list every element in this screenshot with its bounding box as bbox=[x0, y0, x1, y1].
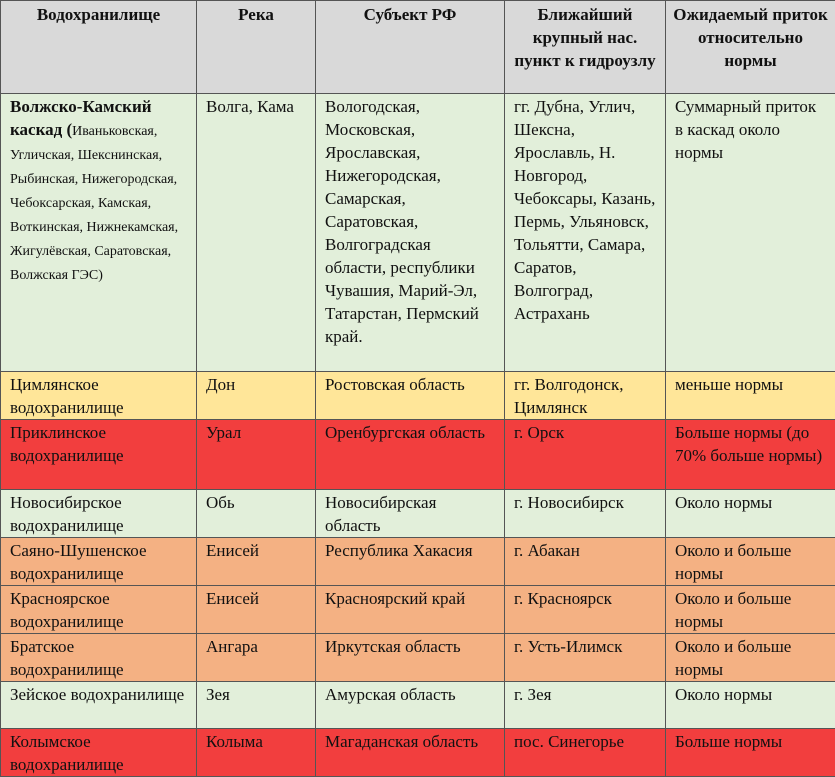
header-row bbox=[1, 1, 835, 94]
cell-river: Колыма bbox=[197, 729, 316, 777]
header-inflow: Ожидаемый приток относительно нормы bbox=[666, 1, 835, 94]
cell-inflow: Около нормы bbox=[666, 682, 835, 729]
cell-nearest-city: г. Зея bbox=[505, 682, 666, 729]
cell-reservoir: Зейское водохранилище bbox=[1, 682, 197, 729]
cell-region: Амурская область bbox=[316, 682, 505, 729]
table-row bbox=[1, 586, 835, 634]
cell-nearest-city: г. Новосибирск bbox=[505, 490, 666, 538]
cell-inflow: Около и больше нормы bbox=[666, 586, 835, 634]
cell-nearest-city: г. Красноярск bbox=[505, 586, 666, 634]
cell-inflow: Больше нормы bbox=[666, 729, 835, 777]
cell-region: Новосибирская область bbox=[316, 490, 505, 538]
cell-river: Енисей bbox=[197, 538, 316, 586]
cell-reservoir: Братское водохранилище bbox=[1, 634, 197, 682]
table-row bbox=[1, 372, 835, 420]
cell-inflow: Суммарный приток в каскад около нормы bbox=[666, 94, 835, 372]
cell-reservoir: Саяно-Шушенское водохранилище bbox=[1, 538, 197, 586]
header-reservoir: Водохранилище bbox=[1, 1, 197, 94]
cell-reservoir: Приклинское водохранилище bbox=[1, 420, 197, 490]
table-row bbox=[1, 538, 835, 586]
header-nearest-city: Ближайший крупный нас. пункт к гидроузлу bbox=[505, 1, 666, 94]
cell-inflow: Около и больше нормы bbox=[666, 634, 835, 682]
header-river: Река bbox=[197, 1, 316, 94]
cell-river: Енисей bbox=[197, 586, 316, 634]
cell-nearest-city: г. Абакан bbox=[505, 538, 666, 586]
cell-region: Ростовская область bbox=[316, 372, 505, 420]
cell-region: Магаданская область bbox=[316, 729, 505, 777]
cell-region: Республика Хакасия bbox=[316, 538, 505, 586]
cell-inflow: Около и больше нормы bbox=[666, 538, 835, 586]
cell-river: Урал bbox=[197, 420, 316, 490]
cell-river: Дон bbox=[197, 372, 316, 420]
cascade-plants: Иваньковская, Угличская, Шекснинская, Рыбинская, Нижегородская, Чебоксарская, Камская, Воткинская, Нижнекамская, Жигулёвская, Саратовская, Волжская ГЭС) bbox=[10, 124, 178, 283]
table-row bbox=[1, 729, 835, 777]
cell-river: Зея bbox=[197, 682, 316, 729]
cell-reservoir: Цимлянское водохранилище bbox=[1, 372, 197, 420]
cell-nearest-city: г. Усть-Илимск bbox=[505, 634, 666, 682]
cell-river: Волга, Кама bbox=[197, 94, 316, 372]
cell-inflow: Больше нормы (до 70% больше нормы) bbox=[666, 420, 835, 490]
cell-reservoir: Колымское водохранилище bbox=[1, 729, 197, 777]
cell-nearest-city: гг. Дубна, Углич, Шексна, Ярославль, Н. Новгород, Чебоксары, Казань, Пермь, Ульяновск, Тольятти, Самара, Саратов, Волгоград, Астрахань bbox=[505, 94, 666, 372]
cell-nearest-city: гг. Волгодонск, Цимлянск bbox=[505, 372, 666, 420]
cell-inflow: меньше нормы bbox=[666, 372, 835, 420]
table-row bbox=[1, 420, 835, 490]
cell-river: Ангара bbox=[197, 634, 316, 682]
cell-inflow: Около нормы bbox=[666, 490, 835, 538]
cell-region: Иркутская область bbox=[316, 634, 505, 682]
cell-nearest-city: пос. Синегорье bbox=[505, 729, 666, 777]
table-row bbox=[1, 682, 835, 729]
cell-region: Вологодская, Московская, Ярославская, Нижегородская, Самарская, Саратовская, Волгоградская области, республики Чувашия, Марий-Эл, Татарстан, Пермский край. bbox=[316, 94, 505, 372]
cell-reservoir: Новосибирское водохранилище bbox=[1, 490, 197, 538]
cell-reservoir: Красноярское водохранилище bbox=[1, 586, 197, 634]
header-region: Субъект РФ bbox=[316, 1, 505, 94]
table-row bbox=[1, 634, 835, 682]
table-row-volga-kama-cascade bbox=[1, 94, 835, 372]
table-row bbox=[1, 490, 835, 538]
cell-river: Обь bbox=[197, 490, 316, 538]
cell-nearest-city: г. Орск bbox=[505, 420, 666, 490]
cell-reservoir bbox=[1, 94, 197, 372]
cell-region: Оренбургская область bbox=[316, 420, 505, 490]
cascade-name: Волжско-Камский каскад ( bbox=[10, 97, 152, 139]
cell-region: Красноярский край bbox=[316, 586, 505, 634]
